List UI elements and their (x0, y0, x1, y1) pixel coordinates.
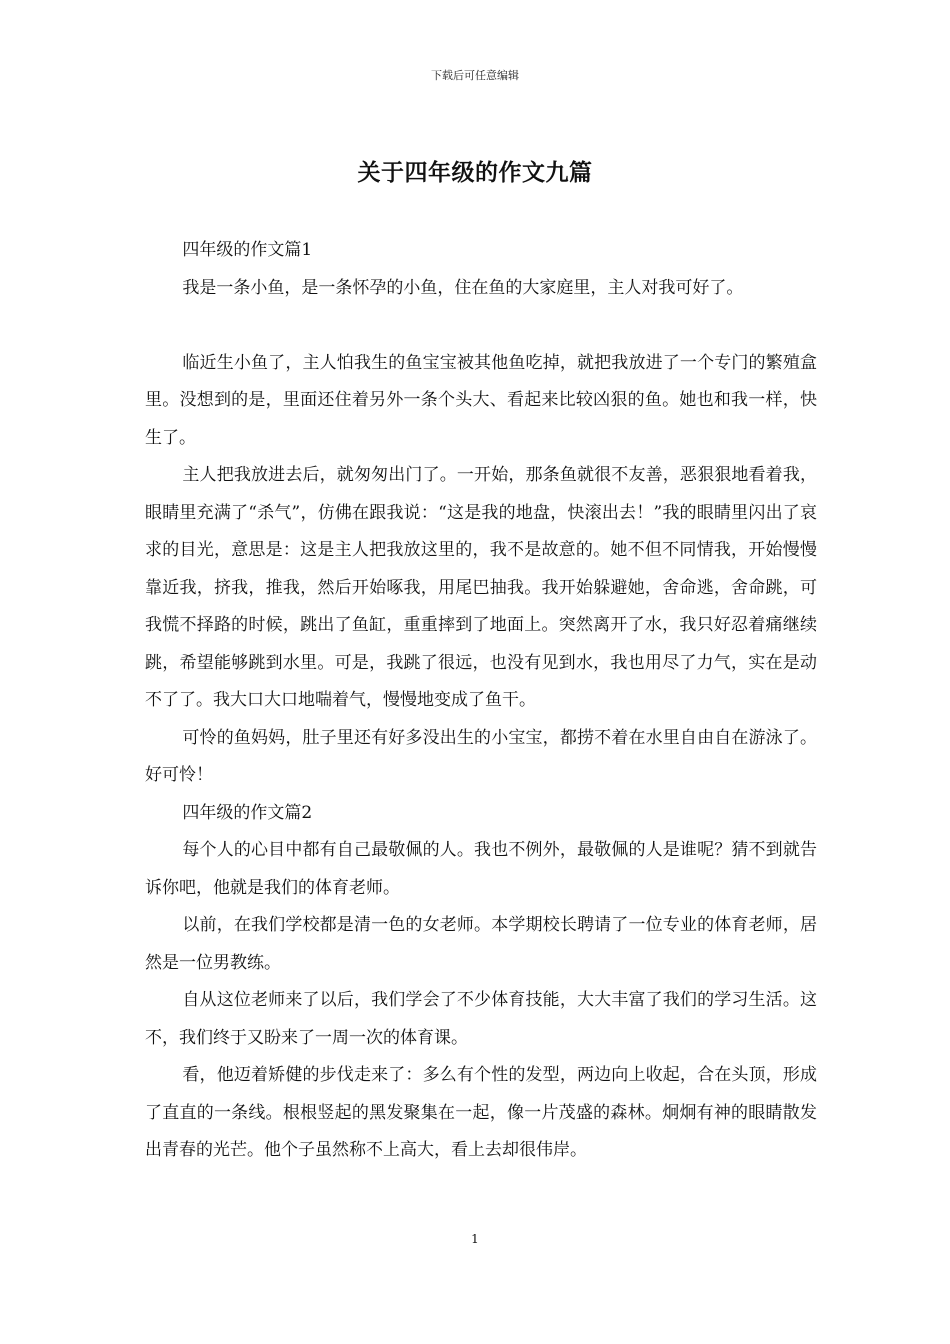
paragraph: 临近生小鱼了，主人怕我生的鱼宝宝被其他鱼吃掉，就把我放进了一个专门的繁殖盒里。没想到的是，里面还住着另外一条个头大、看起来比较凶狠的鱼。她也和我一样，快生了。 (145, 352, 817, 448)
page-header-note: 下载后可任意编辑 (431, 69, 519, 82)
paragraph: 自从这位老师来了以后，我们学会了不少体育技能，大大丰富了我们的学习生活。这不，我们终于又盼来了一周一次的体育课。 (145, 990, 817, 1048)
paragraph: 看，他迈着矫健的步伐走来了：多么有个性的发型，两边向上收起，合在头顶，形成了直直的一条线。根根竖起的黑发聚集在一起，像一片茂盛的森林。炯炯有神的眼睛散发出青春的光芒。他个子虽然称不上高大，看上去却很伟岸。 (145, 1065, 817, 1160)
paragraph: 可怜的鱼妈妈，肚子里还有好多没出生的小宝宝，都捞不着在水里自由自在游泳了。好可怜！ (145, 727, 817, 785)
document-body (145, 232, 817, 1170)
document-title: 关于四年级的作文九篇 (357, 159, 593, 186)
paragraph: 主人把我放进去后，就匆匆出门了。一开始，那条鱼就很不友善，恶狠狠地看着我，眼睛里充满了“杀气”，仿佛在跟我说：“这是我的地盘，快滚出去！”我的眼睛里闪出了哀求的目光，意思是：这是主人把我放这里的，我不是故意的。她不但不同情我，开始慢慢靠近我，挤我，推我，然后开始啄我，用尾巴抽我。我开始躲避她，舍命逃，舍命跳，可我慌不择路的时候，跳出了鱼缸，重重摔到了地面上。突然离开了水，我只好忍着痛继续跳，希望能够跳到水里。可是，我跳了很远，也没有见到水，我也用尽了力气，实在是动不了了。我大口大口地喘着气，慢慢地变成了鱼干。 (145, 465, 817, 710)
paragraph: 我是一条小鱼，是一条怀孕的小鱼，住在鱼的大家庭里，主人对我可好了。 (182, 277, 744, 298)
blank-line (145, 307, 817, 345)
page-number: 1 (471, 1232, 479, 1246)
paragraph: 以前，在我们学校都是清一色的女老师。本学期校长聘请了一位专业的体育老师，居然是一位男教练。 (145, 915, 817, 973)
section-heading-2: 四年级的作文篇2 (182, 802, 313, 823)
section-heading-1: 四年级的作文篇1 (182, 240, 313, 260)
paragraph: 每个人的心目中都有自己最敬佩的人。我也不例外，最敬佩的人是谁呢？猜不到就告诉你吧，他就是我们的体育老师。 (145, 840, 817, 898)
